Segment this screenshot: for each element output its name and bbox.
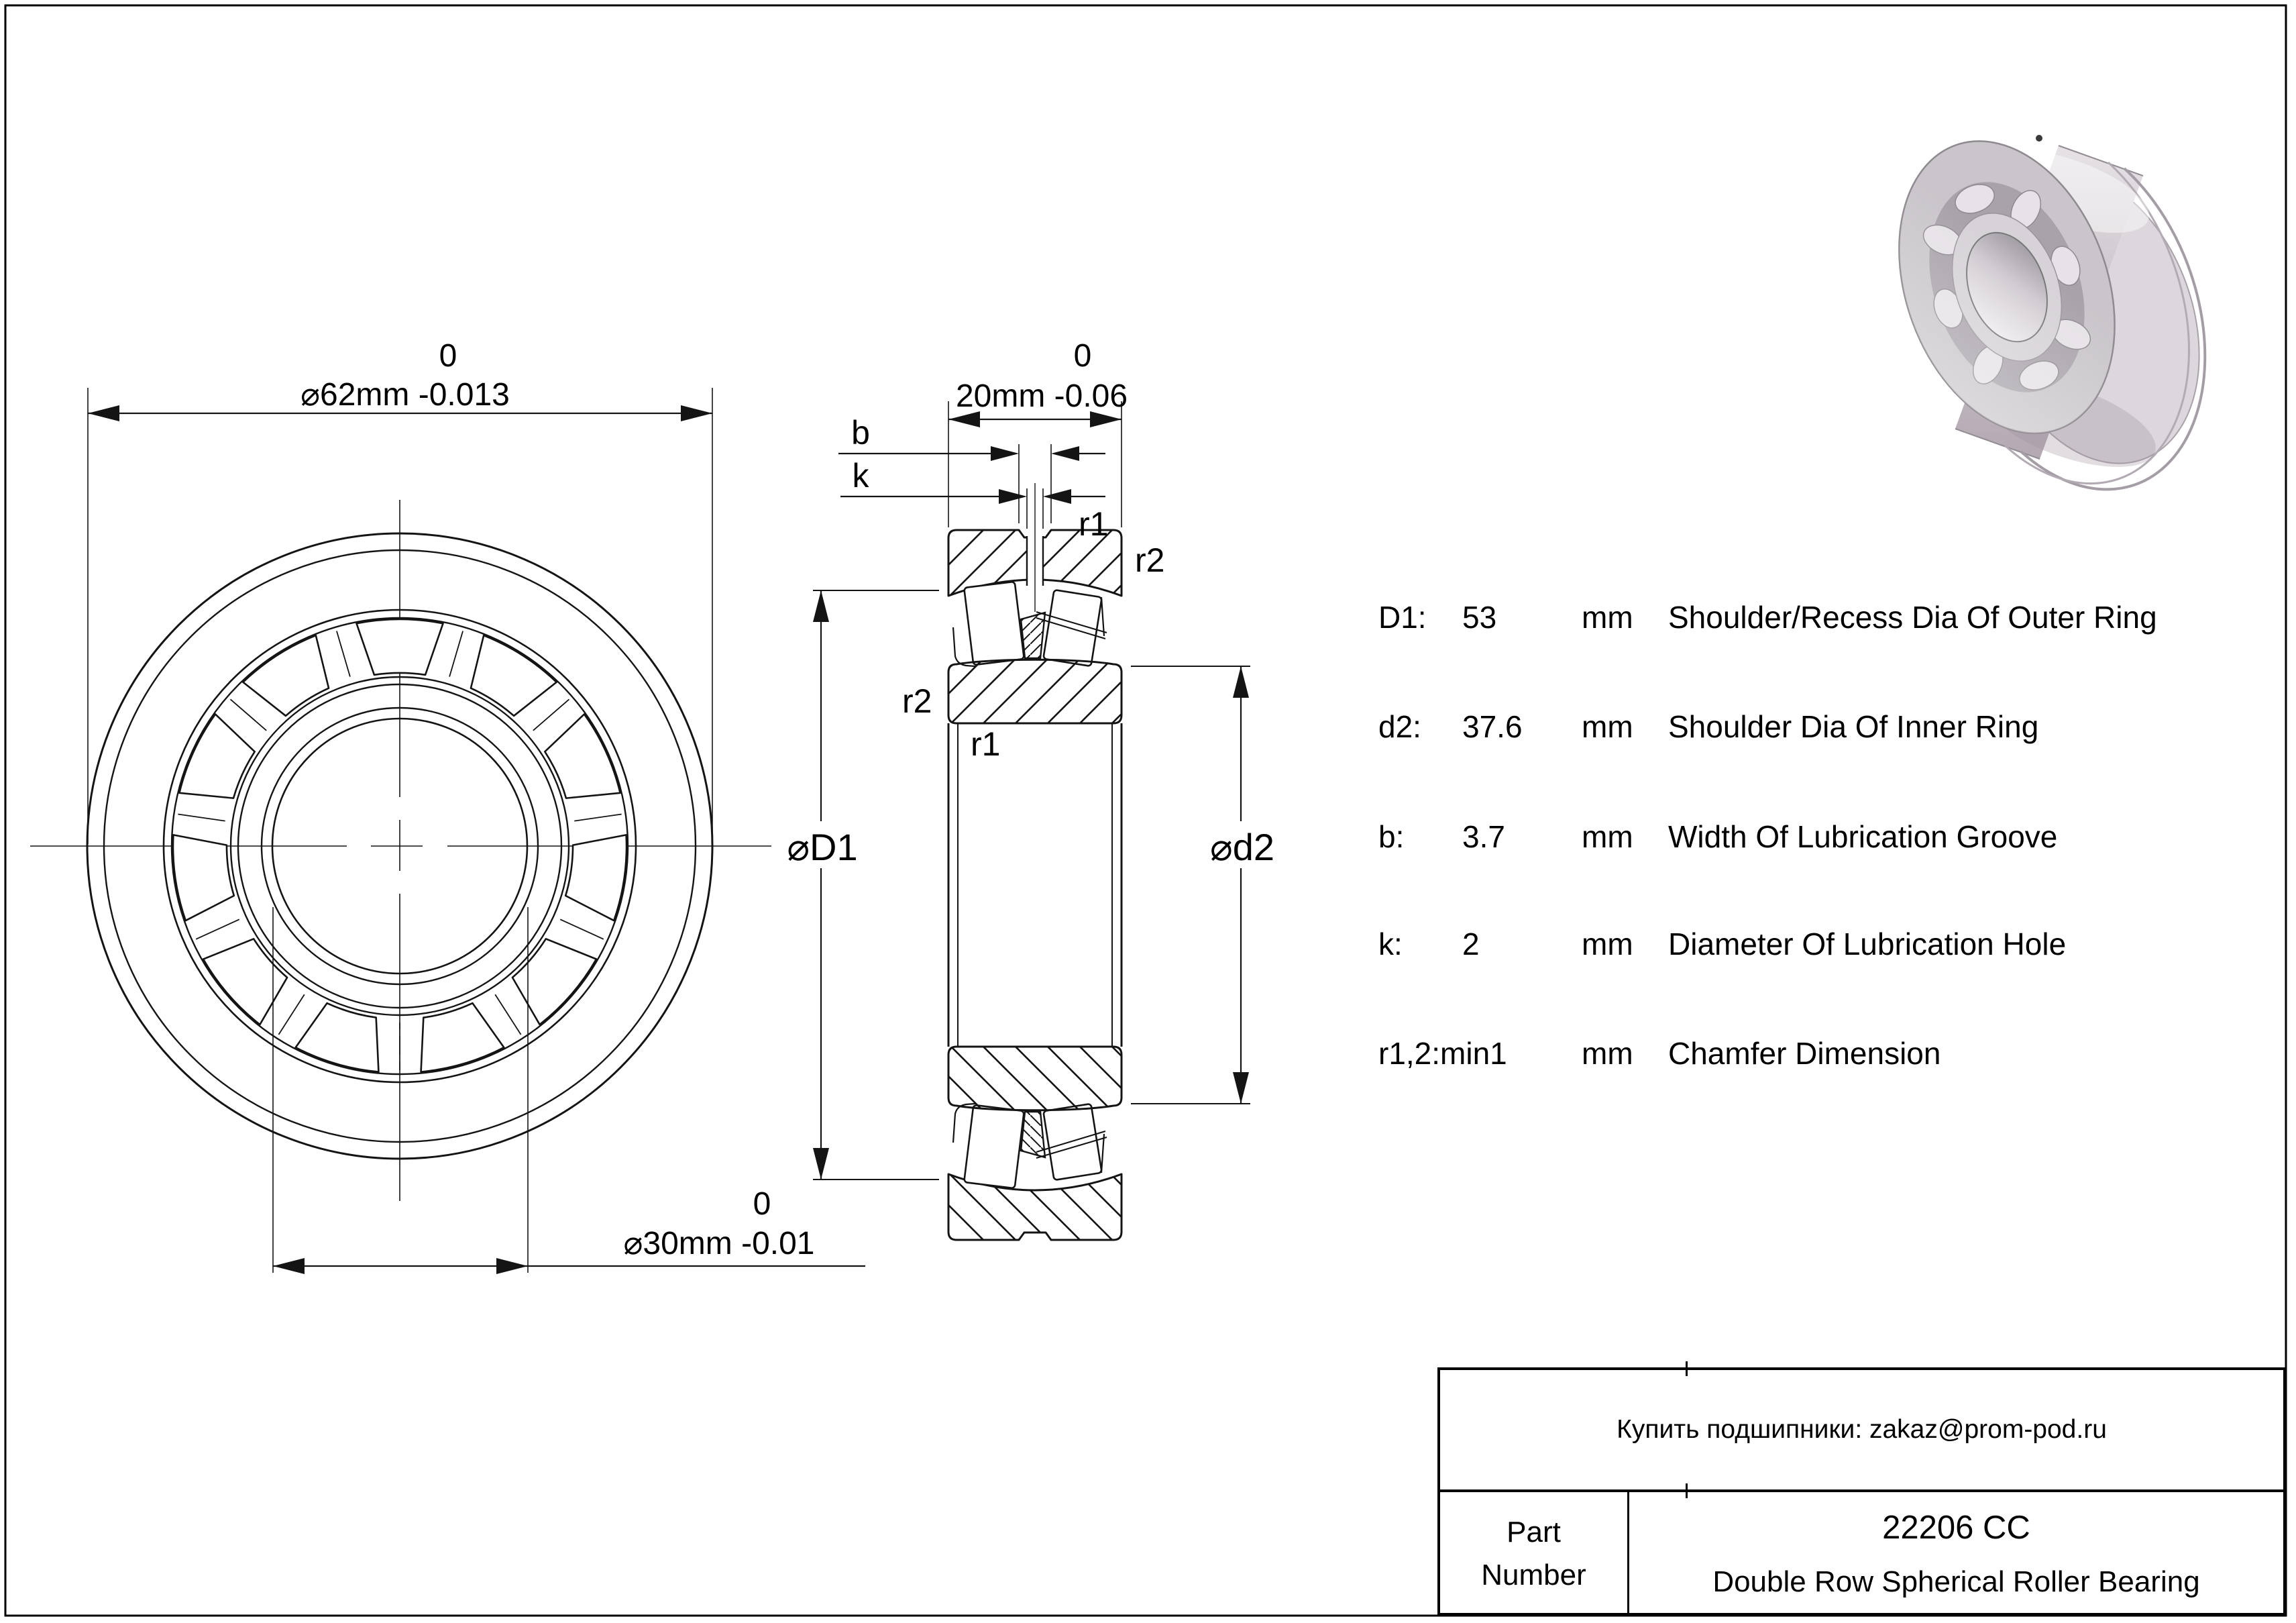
spec-label: k: [1378, 927, 1403, 961]
spec-unit: mm [1582, 600, 1633, 635]
part-number-label-cell [1440, 1492, 1629, 1616]
width-tolerance-zero: 0 [1073, 338, 1092, 374]
front-view-centerlines [30, 500, 771, 1201]
bearing-photo [1861, 111, 2238, 493]
groove-width-label: b [851, 414, 870, 452]
r2-label-left: r2 [902, 682, 932, 720]
part-number-label: Part Number [1481, 1516, 1586, 1591]
d1-dimension [787, 590, 939, 1180]
title-block [1437, 1367, 2286, 1616]
spec-label: d2: [1378, 709, 1421, 744]
r1-label-left: r1 [971, 725, 1001, 763]
spec-desc: Chamfer Dimension [1668, 1036, 1941, 1071]
spec-desc: Width Of Lubrication Groove [1668, 819, 2058, 854]
contact-text: Купить подшипники: zakaz@prom-pod.ru [1617, 1415, 2107, 1444]
roller-left [964, 582, 1024, 665]
section-view [787, 338, 1274, 1240]
bore-tolerance-zero: 0 [753, 1186, 771, 1222]
spec-value: 37.6 [1462, 709, 1523, 744]
bore-edges [948, 723, 1122, 1047]
spec-label: r1,2:min1 [1378, 1036, 1507, 1071]
spec-desc: Diameter Of Lubrication Hole [1668, 927, 2067, 961]
d2-dimension [1131, 666, 1274, 1104]
spec-unit: mm [1582, 1036, 1633, 1071]
spec-value: 2 [1462, 927, 1480, 961]
border-tick-top [1686, 1361, 1688, 1376]
od-tolerance-zero: 0 [439, 338, 457, 374]
hole-dia-label: k [852, 457, 869, 494]
front-view [30, 338, 865, 1274]
spec-value: 3.7 [1462, 819, 1505, 854]
bore-dimension-text: ⌀30mm -0.01 [623, 1226, 815, 1261]
d2-label: ⌀d2 [1209, 826, 1275, 868]
spec-desc: Shoulder Dia Of Inner Ring [1668, 709, 2039, 744]
width-dimension-text: 20mm -0.06 [955, 378, 1128, 414]
title-block-contact-row [1440, 1370, 2283, 1492]
groove-width-dimension [838, 414, 1105, 523]
section-width-dimension [948, 338, 1128, 527]
spec-unit: mm [1582, 927, 1633, 961]
r1-label-top: r1 [1079, 505, 1109, 543]
d1-label: ⌀D1 [787, 826, 858, 868]
spec-unit: mm [1582, 709, 1633, 744]
inner-ring-section [948, 660, 1122, 723]
od-dimension-text: ⌀62mm -0.013 [300, 377, 510, 413]
r2-label-top: r2 [1135, 541, 1165, 579]
spec-value: 53 [1462, 600, 1497, 635]
part-number: 22206 CC [1882, 1510, 2030, 1546]
spec-label: b: [1378, 819, 1405, 854]
spec-label: D1: [1378, 600, 1427, 635]
lubrication-dot [2036, 135, 2042, 142]
title-block-part-row [1440, 1492, 2283, 1616]
spec-desc: Shoulder/Recess Dia Of Outer Ring [1668, 600, 2157, 635]
part-number-value-cell [1629, 1492, 2283, 1616]
bearing-description: Double Row Spherical Roller Bearing [1712, 1565, 2200, 1598]
spec-unit: mm [1582, 819, 1633, 854]
